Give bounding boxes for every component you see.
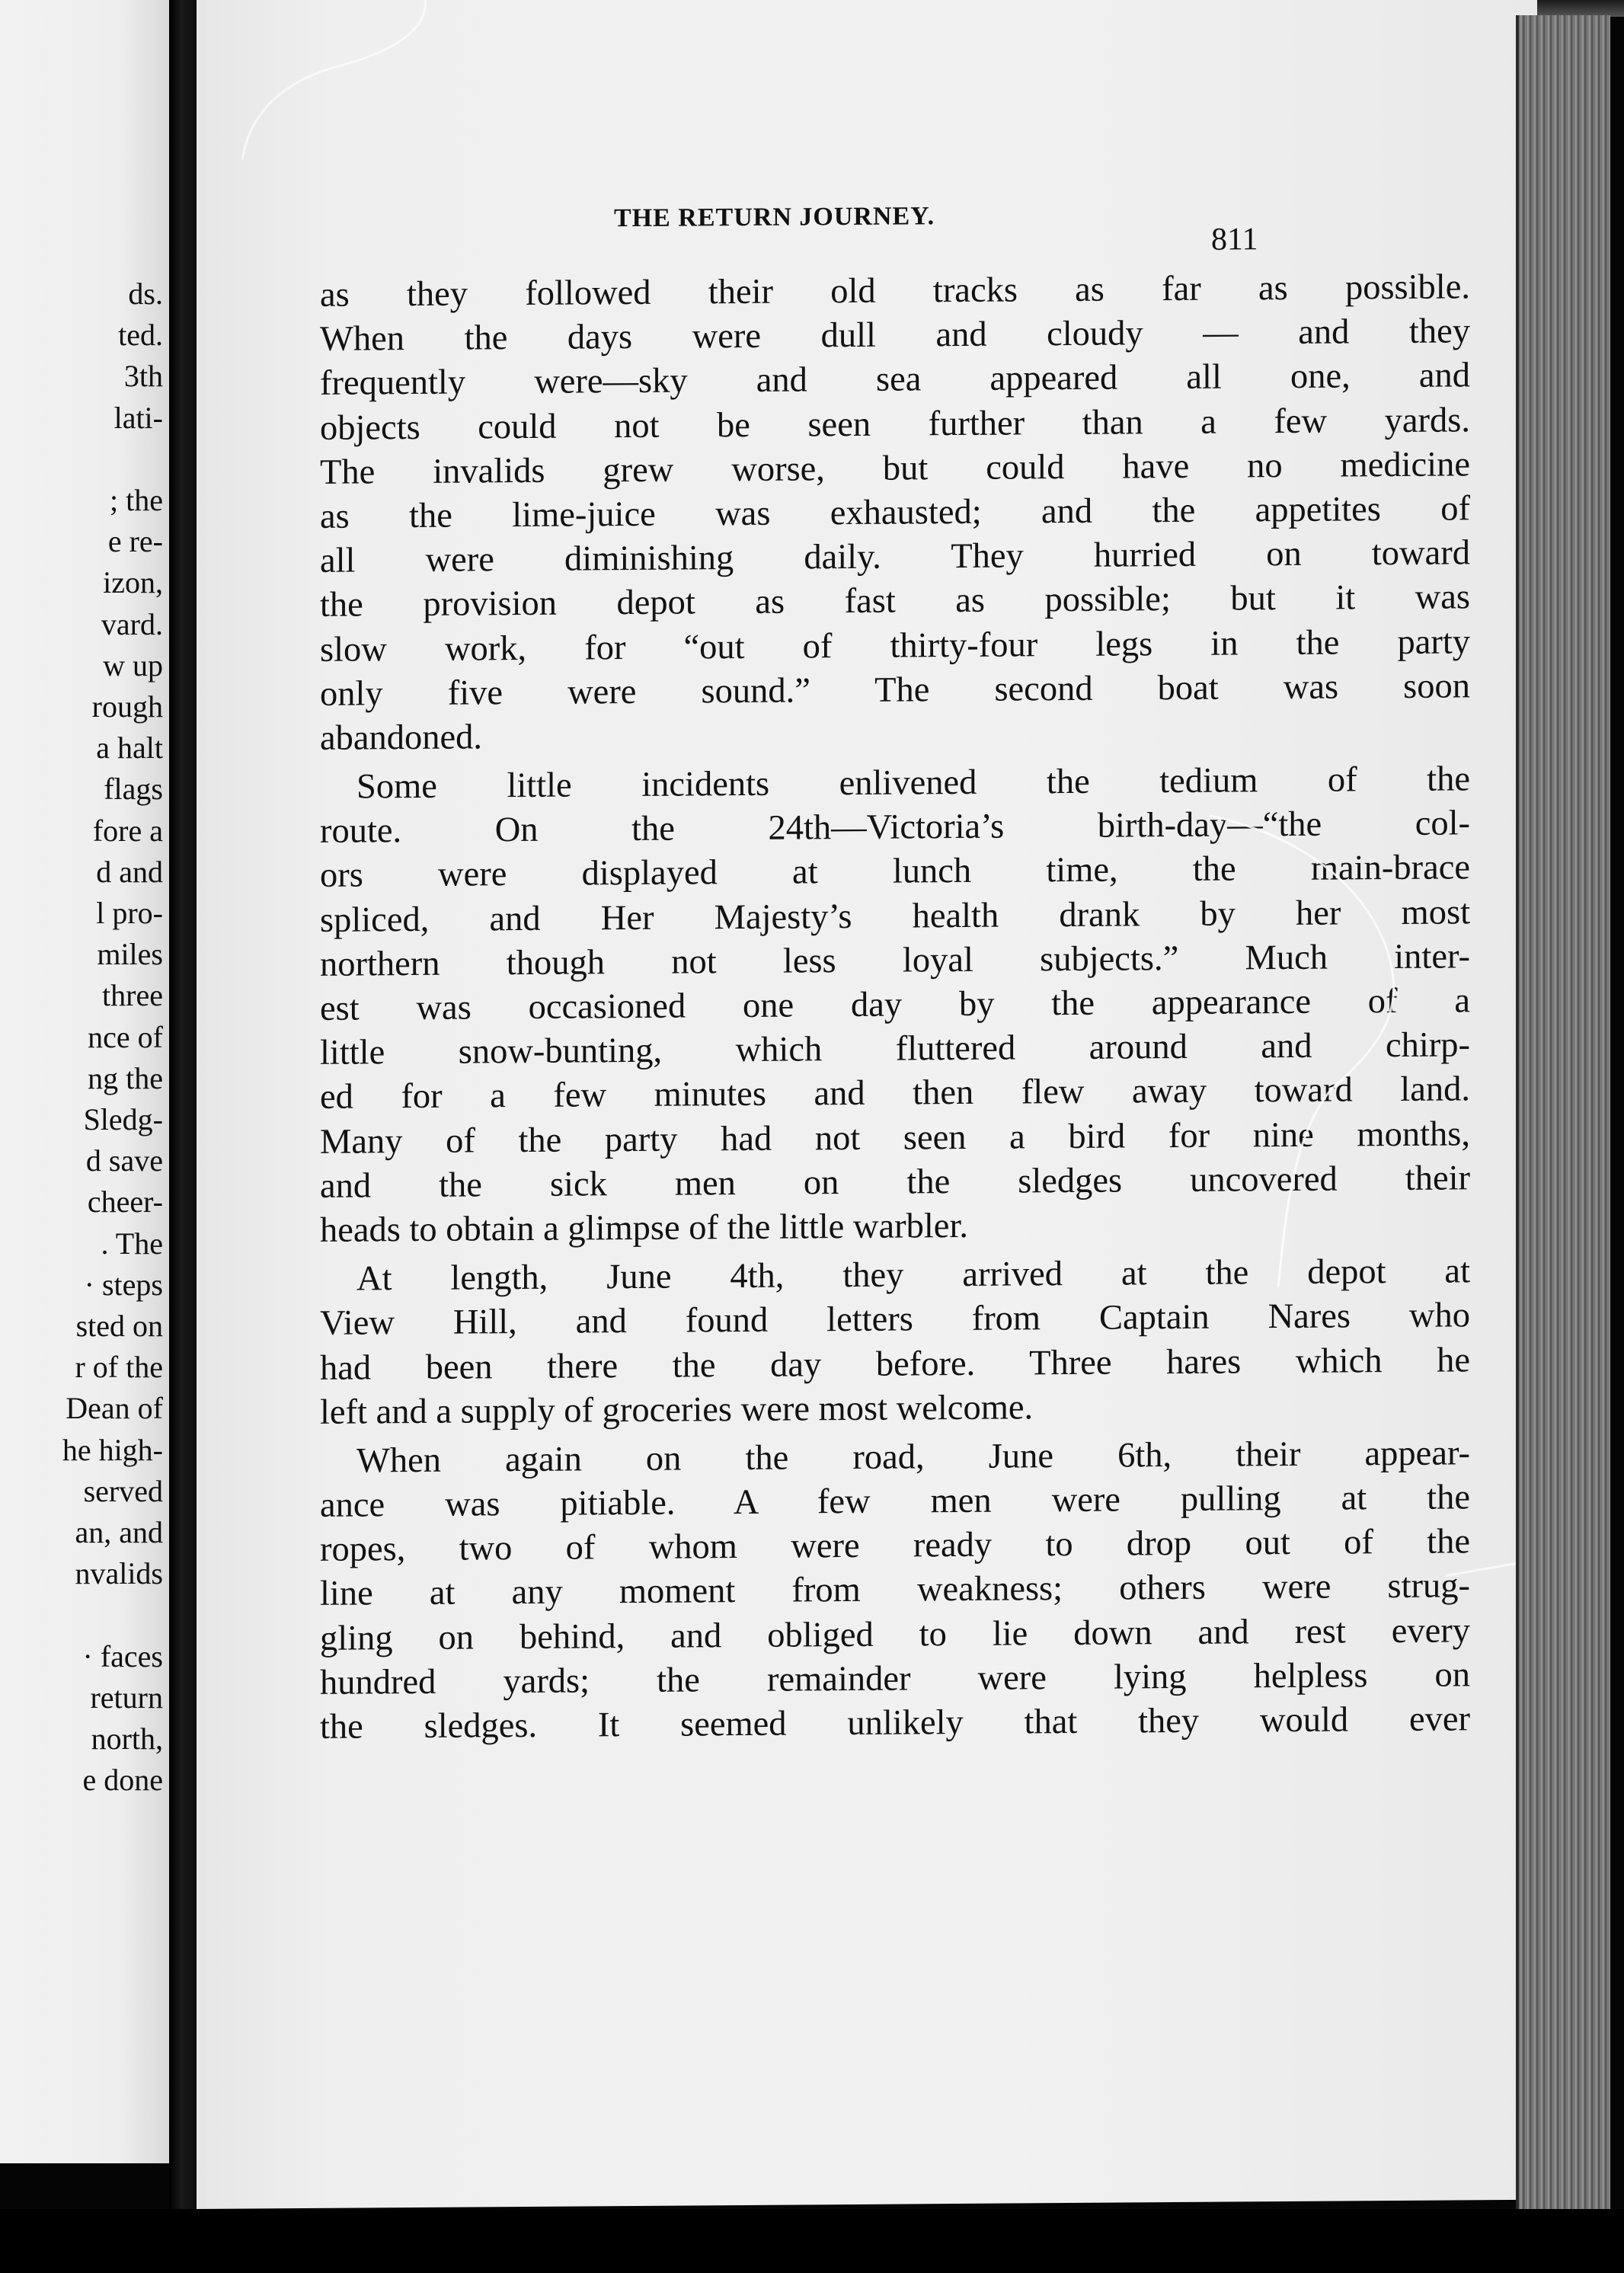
left-page-line: r of the [75,1350,163,1385]
left-page-line: nvalids [75,1556,163,1591]
right-page [197,0,1537,2209]
text-line: the sledges. It seemed unlikely that they would ever [320,1699,1470,1747]
text-line: abandoned. [320,718,483,758]
left-page-line: sted on [75,1309,163,1343]
text-line: as they followed their old tracks as far as possible. [320,267,1470,315]
text-line: had been there the day before. Three hares which he [320,1340,1470,1388]
text-line: and the sick men on the sledges uncovered their [320,1159,1470,1206]
left-page-line: · faces [82,1638,163,1674]
left-page-line: return [90,1680,163,1715]
left-page-line: he high- [62,1432,163,1467]
page-number: 811 [1211,222,1258,257]
left-page-line: 3th [123,359,163,394]
text-line: ropes, two of whom were ready to drop out of the [320,1522,1470,1570]
left-page-line: north, [91,1722,163,1756]
left-page-line: w up [103,647,163,683]
left-page-line: · steps [84,1267,163,1302]
left-page-line: e re- [107,524,163,559]
left-page-line: fore a [92,813,163,848]
left-page-line: . The [101,1226,163,1261]
left-page-line: Dean of [66,1391,163,1426]
text-line: objects could not be seen further than a few yards. [320,400,1470,448]
text-line: spliced, and Her Majesty’s health drank by her most [320,892,1470,940]
left-page-line: ds. [128,277,163,311]
text-line: The invalids grew worse, but could have no medicine [320,445,1470,492]
left-page-line: flags [104,772,163,807]
text-line: route. On the 24th—Victoria’s birth-day—“the col- [320,804,1470,852]
page-stack-edges [1516,15,1610,2209]
scan-bottom-border [0,2209,1624,2273]
text-line: left and a supply of groceries were most welcome. [320,1388,1034,1432]
text-line: gling on behind, and obliged to lie down and rest every [320,1610,1470,1658]
text-line: slow work, for “out of thirty-four legs in the party [320,622,1470,670]
left-page-line: d and [96,854,163,889]
left-page-line: an, and [75,1515,163,1549]
left-page-line: lati- [113,400,163,435]
left-page-line: izon, [103,565,163,600]
left-page-line: ; the [110,483,163,517]
text-line: Many of the party had not seen a bird for nine months, [320,1114,1470,1162]
left-page-line: e done [82,1763,163,1798]
text-line: View Hill, and found letters from Captain Nares who [320,1296,1470,1344]
left-page-line: ted. [118,318,163,353]
left-page-line: rough [91,689,163,724]
book-gutter [169,0,200,2209]
left-page-line: l pro- [96,896,163,930]
left-page-line: vard. [101,606,163,641]
body-text [320,265,1470,1750]
left-page-line: cheer- [87,1184,163,1220]
text-line: ed for a few minutes and then flew away toward land. [320,1069,1470,1117]
text-line: northern though not less loyal subjects.” Much inter- [320,937,1470,984]
left-page-line: miles [97,937,163,972]
text-line: hundred yards; the remainder were lying helpless on [320,1655,1470,1702]
left-page-line: d save [85,1143,163,1178]
left-page-line: three [102,978,163,1013]
text-line: all were diminishing daily. They hurried on toward [320,533,1470,580]
left-page-line: Sledg- [83,1102,163,1136]
left-page-line: ng the [88,1060,163,1095]
text-line: as the lime-juice was exhausted; and the appetites of [320,489,1470,536]
text-line: Some little incidents enlivened the tedium of the [356,759,1470,807]
text-line: When the days were dull and cloudy — and they [320,312,1470,360]
text-line: ance was pitiable. A few men were pulling at the [320,1478,1470,1525]
text-line: only five were sound.” The second boat was soon [320,667,1470,714]
left-page-line: served [83,1473,163,1508]
left-facing-page [0,0,169,2163]
running-head: THE RETURN JOURNEY. [614,202,935,233]
text-line: When again on the road, June 6th, their appear- [356,1434,1470,1481]
text-line: the provision depot as fast as possible; but it was [320,577,1470,625]
text-line: ors were displayed at lunch time, the main-brace [320,848,1470,896]
text-line: At length, June 4th, they arrived at the depot at [356,1252,1470,1299]
text-line: heads to obtain a glimpse of the little warbler. [320,1206,968,1250]
text-line: est was occasioned one day by the appearance of a [320,981,1470,1028]
text-line: frequently were—sky and sea appeared all one, and [320,356,1470,404]
text-line: little snow-bunting, which fluttered around and chirp- [320,1025,1470,1073]
text-line: line at any moment from weakness; others were strug- [320,1566,1470,1614]
left-page-line: nce of [88,1019,163,1054]
left-page-line: a halt [96,730,163,766]
